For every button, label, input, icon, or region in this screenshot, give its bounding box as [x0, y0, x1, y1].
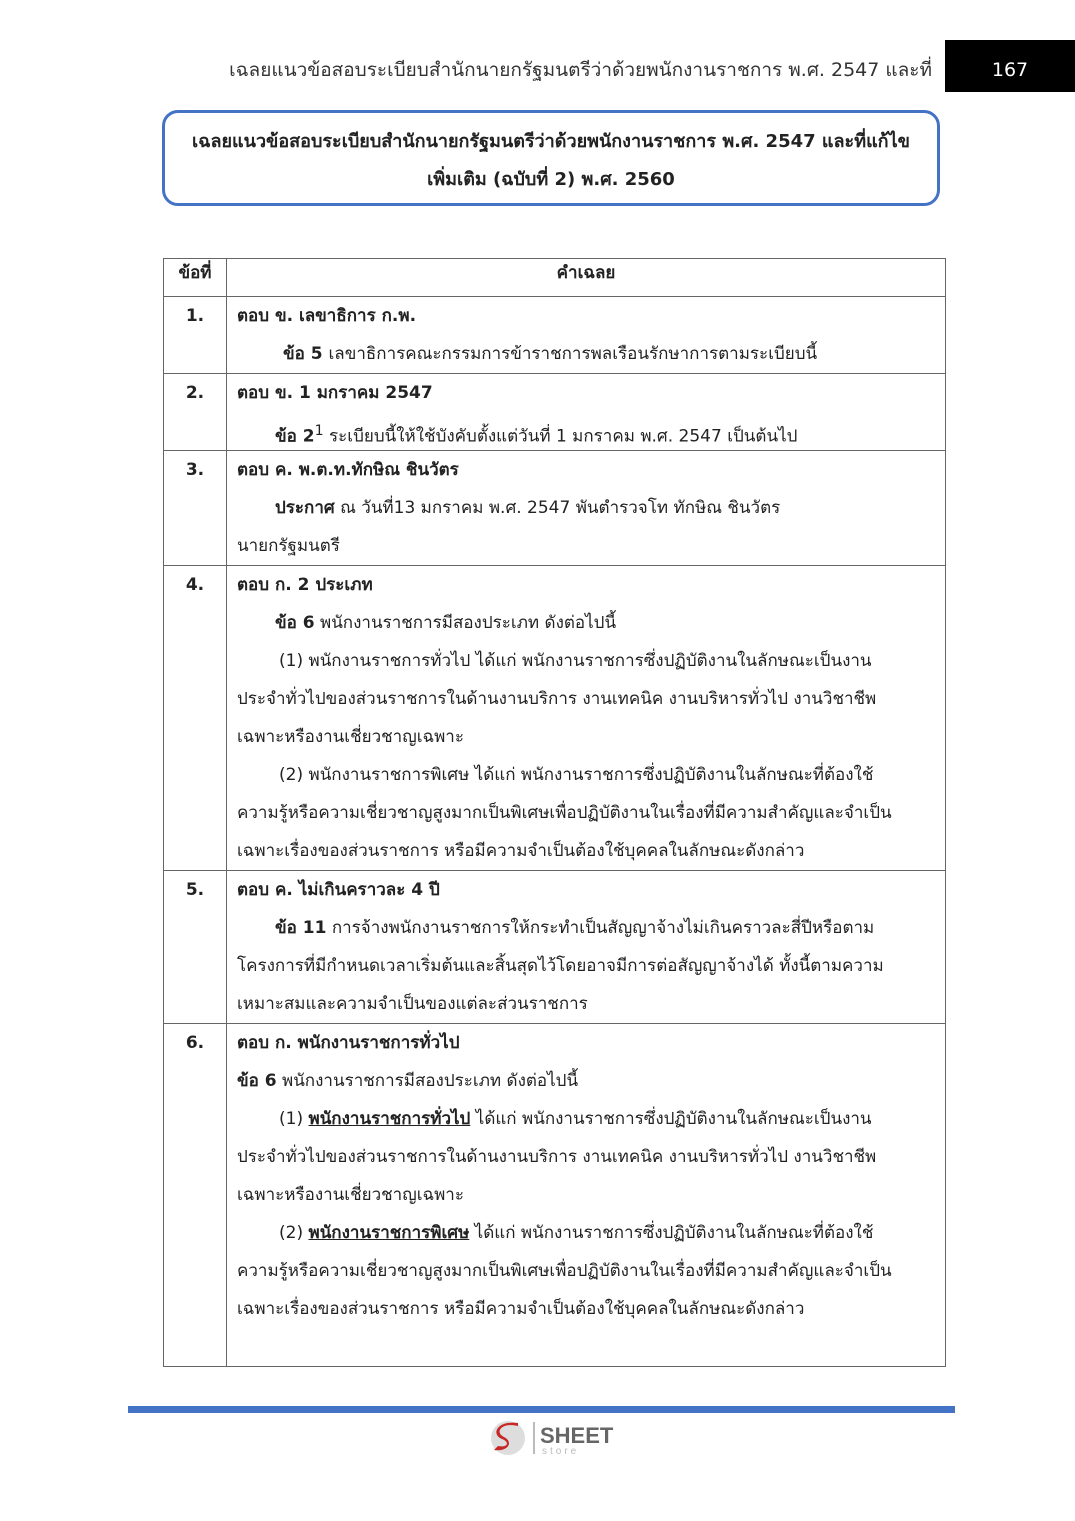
answer-line — [237, 1024, 937, 1062]
header-answer: คำเฉลย — [227, 259, 946, 297]
table-row — [164, 1024, 946, 1367]
answer-cell — [227, 871, 946, 1024]
question-number: 3. — [164, 451, 227, 566]
question-number: 6. — [164, 1024, 227, 1367]
answer-text: ตอบ ข. เลขาธิการ ก.พ. — [237, 306, 417, 326]
page-title — [162, 110, 940, 206]
answer-text: การจ้างพนักงานราชการให้กระทำเป็นสัญญาจ้างไม่เกินคราวละสี่ปีหรือตาม — [326, 918, 875, 938]
answer-text: ตอบ ก. พนักงานราชการทั่วไป — [237, 1033, 460, 1053]
answer-cell — [227, 451, 946, 566]
answer-text: ข้อ 11 — [275, 918, 327, 938]
answer-text: ประจำทั่วไปของส่วนราชการในด้านงานบริการ งานเทคนิค งานบริหารทั่วไป งานวิชาชีพ — [237, 689, 877, 709]
answer-text: ข้อ 5 — [283, 344, 329, 364]
answer-text: เฉพาะเรื่องของส่วนราชการ หรือมีความจำเป็นต้องใช้บุคคลในลักษณะดังกล่าว — [237, 841, 805, 861]
answer-text: ข้อ 2 — [275, 426, 315, 447]
answer-table — [163, 258, 946, 1367]
answer-text: ณ วันที่13 มกราคม พ.ศ. 2547 พันตำรวจโท ทักษิณ ชินวัตร — [334, 498, 781, 518]
answer-line — [237, 566, 937, 604]
answer-line — [237, 871, 937, 909]
answer-line — [237, 489, 937, 527]
title-line-2: เพิ่มเติม (ฉบับที่ 2) พ.ศ. 2560 — [427, 169, 675, 190]
answer-line — [237, 642, 937, 680]
footer-divider — [128, 1406, 955, 1413]
answer-text: ข้อ 6 — [275, 613, 315, 633]
sheet-store-logo — [488, 1418, 628, 1458]
table-row — [164, 451, 946, 566]
answer-text: เลขาธิการคณะกรรมการข้าราชการพลเรือนรักษาการตามระเบียบนี้ — [328, 344, 818, 364]
answer-text: (1) พนักงานราชการทั่วไป ได้แก่ พนักงานราชการซึ่งปฏิบัติงานในลักษณะเป็นงาน — [279, 651, 872, 671]
answer-text: เหมาะสมและความจำเป็นของแต่ละส่วนราชการ — [237, 994, 588, 1014]
title-line-1: เฉลยแนวข้อสอบระเบียบสำนักนายกรัฐมนตรีว่าด้วยพนักงานราชการ พ.ศ. 2547 และที่แก้ไข — [192, 131, 910, 152]
answer-line — [237, 451, 937, 489]
answer-text: (2) — [279, 1223, 309, 1243]
answer-text: (1) — [279, 1109, 309, 1129]
answer-line — [237, 1100, 937, 1138]
question-number: 1. — [164, 297, 227, 374]
table-row — [164, 374, 946, 451]
answer-text: พนักงานราชการมีสองประเภท ดังต่อไปนี้ — [276, 1071, 579, 1091]
answer-text: โครงการที่มีกำหนดเวลาเริ่มต้นและสิ้นสุดไว้โดยอาจมีการต่อสัญญาจ้างได้ ทั้งนี้ตามความ — [237, 956, 884, 976]
svg-text:store: store — [542, 1446, 580, 1457]
answer-cell — [227, 566, 946, 871]
answer-text: ข้อ 6 — [237, 1071, 277, 1091]
answer-text: (2) พนักงานราชการพิเศษ ได้แก่ พนักงานราชการซึ่งปฏิบัติงานในลักษณะที่ต้องใช้ — [279, 765, 874, 785]
answer-text: ตอบ ก. 2 ประเภท — [237, 575, 373, 595]
running-header: เฉลยแนวข้อสอบระเบียบสำนักนายกรัฐมนตรีว่าด้วยพนักงานราชการ พ.ศ. 2547 และที่ — [229, 59, 932, 81]
answer-line — [237, 1138, 937, 1176]
answer-text: ความรู้หรือความเชี่ยวชาญสูงมากเป็นพิเศษเพื่อปฏิบัติงานในเรื่องที่มีความสำคัญและจำเป็น — [237, 1261, 892, 1281]
answer-text: เฉพาะหรืองานเชี่ยวชาญเฉพาะ — [237, 727, 464, 747]
answer-line — [237, 1062, 937, 1100]
answer-text: ตอบ ค. ไม่เกินคราวละ 4 ปี — [237, 880, 440, 900]
answer-text: เฉพาะหรืองานเชี่ยวชาญเฉพาะ — [237, 1185, 464, 1205]
answer-text: ตอบ ข. 1 มกราคม 2547 — [237, 383, 433, 403]
answer-line — [237, 527, 937, 565]
answer-text: พนักงานราชการมีสองประเภท ดังต่อไปนี้ — [314, 613, 617, 633]
question-number: 4. — [164, 566, 227, 871]
answer-line — [237, 1252, 937, 1290]
answer-line — [237, 335, 937, 373]
answer-line — [237, 1176, 937, 1214]
answer-line — [237, 947, 937, 985]
answer-cell — [227, 297, 946, 374]
answer-line — [237, 985, 937, 1023]
answer-text: พนักงานราชการทั่วไป — [308, 1109, 471, 1129]
answer-line — [237, 718, 937, 756]
table-row — [164, 871, 946, 1024]
answer-cell — [227, 374, 946, 451]
answer-line — [237, 412, 937, 450]
answer-text: ได้แก่ พนักงานราชการซึ่งปฏิบัติงานในลักษณะที่ต้องใช้ — [469, 1223, 874, 1243]
answer-text: ประกาศ — [275, 498, 335, 518]
answer-line — [237, 909, 937, 947]
header-number: ข้อที่ — [164, 259, 227, 297]
answer-text: นายกรัฐมนตรี — [237, 536, 340, 556]
table-row — [164, 566, 946, 871]
answer-line — [237, 680, 937, 718]
answer-line — [237, 1328, 937, 1366]
answer-cell — [227, 1024, 946, 1367]
question-number: 5. — [164, 871, 227, 1024]
table-row — [164, 297, 946, 374]
footnote-marker: 1 — [314, 423, 324, 439]
answer-line — [237, 297, 937, 335]
svg-text:SHEET: SHEET — [540, 1423, 614, 1448]
answer-line — [237, 374, 937, 412]
answer-text: ระเบียบนี้ให้ใช้บังคับตั้งแต่วันที่ 1 มกราคม พ.ศ. 2547 เป็นต้นไป — [323, 426, 798, 447]
answer-line — [237, 1214, 937, 1252]
answer-text: ตอบ ค. พ.ต.ท.ทักษิณ ชินวัตร — [237, 460, 459, 480]
page-number: 167 — [945, 40, 1075, 92]
answer-text: ความรู้หรือความเชี่ยวชาญสูงมากเป็นพิเศษเพื่อปฏิบัติงานในเรื่องที่มีความสำคัญและจำเป็น — [237, 803, 892, 823]
answer-line — [237, 832, 937, 870]
answer-line — [237, 604, 937, 642]
answer-text: ได้แก่ พนักงานราชการซึ่งปฏิบัติงานในลักษณะเป็นงาน — [470, 1109, 872, 1129]
answer-text: ประจำทั่วไปของส่วนราชการในด้านงานบริการ งานเทคนิค งานบริหารทั่วไป งานวิชาชีพ — [237, 1147, 877, 1167]
answer-text: พนักงานราชการพิเศษ — [308, 1223, 470, 1243]
answer-text: เฉพาะเรื่องของส่วนราชการ หรือมีความจำเป็นต้องใช้บุคคลในลักษณะดังกล่าว — [237, 1299, 805, 1319]
answer-line — [237, 1290, 937, 1328]
answer-line — [237, 756, 937, 794]
answer-line — [237, 794, 937, 832]
question-number: 2. — [164, 374, 227, 451]
